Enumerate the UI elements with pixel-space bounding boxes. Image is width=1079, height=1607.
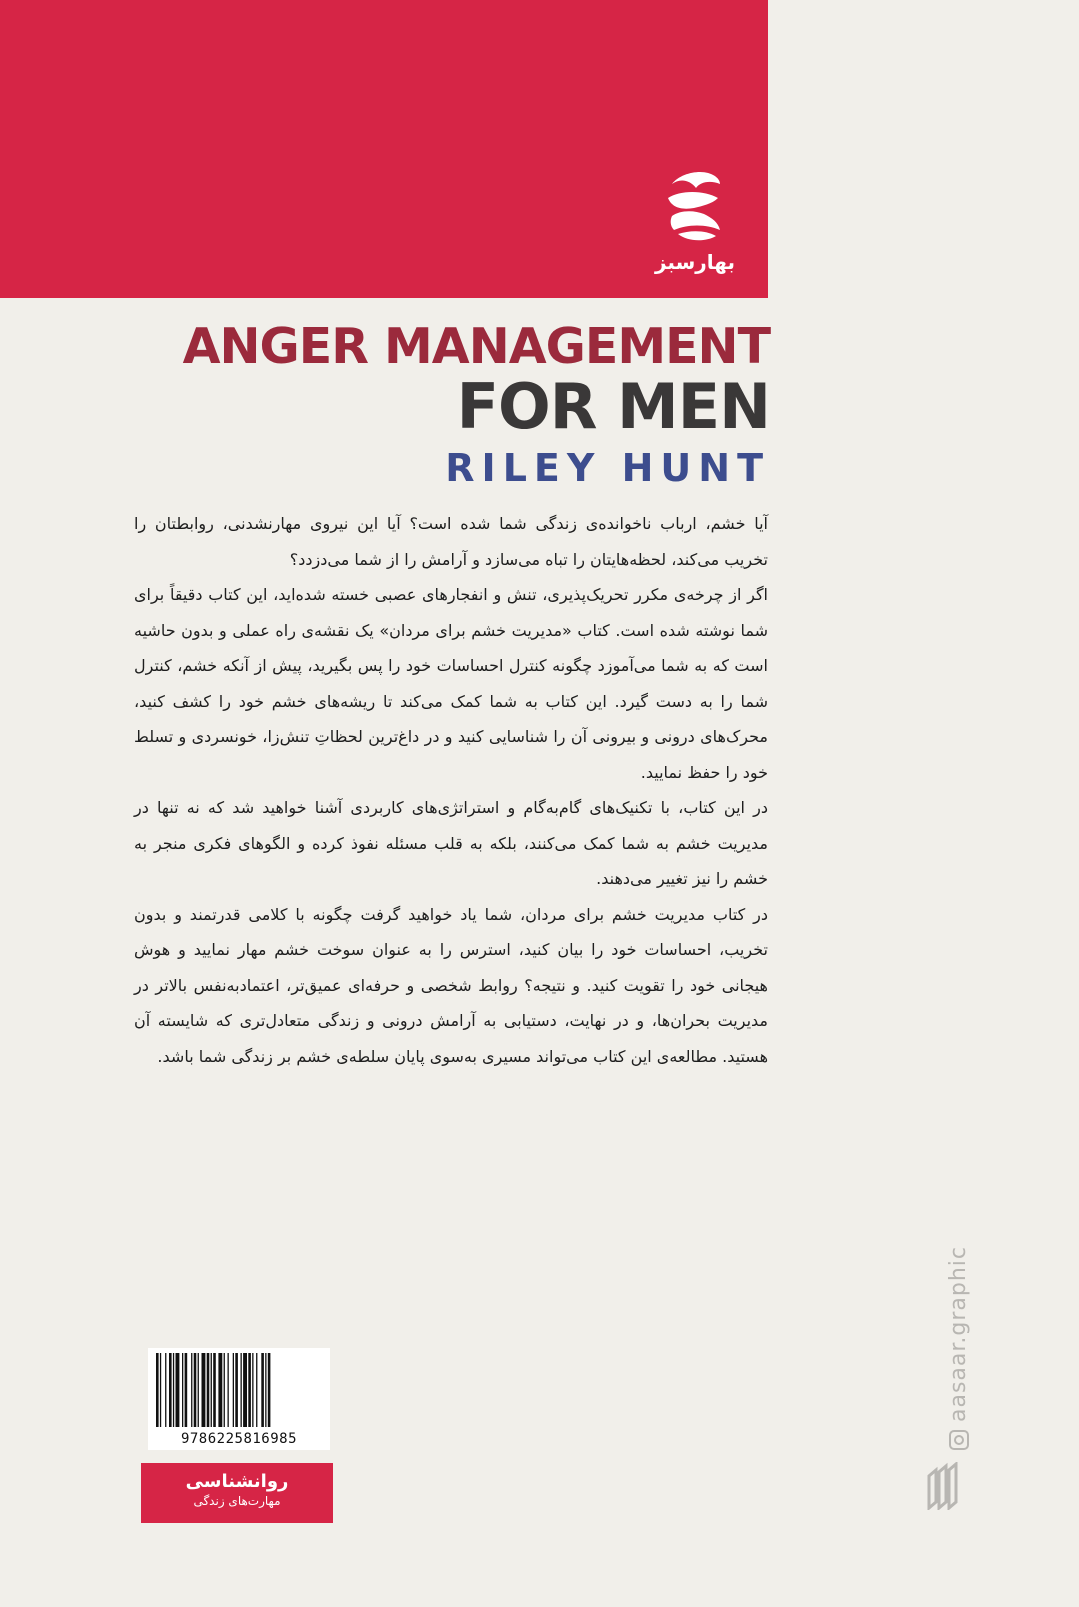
barcode-bar (182, 1353, 183, 1427)
category-badge (141, 1463, 333, 1523)
blurb-paragraph: در این کتاب، با تکنیک‌های گام‌به‌گام و استراتژی‌های کاربردی آشنا خواهید شد که نه تنها در مدیریت خشم به شما کمک می‌کنند، بلکه به قلب مسئله نفوذ کرده و الگوهای فکری منجر به خشم را نیز تغییر می‌دهند. (134, 798, 768, 888)
barcode-bar (211, 1353, 212, 1427)
barcode-bar (233, 1353, 234, 1427)
category-main: روانشناسی (185, 1471, 289, 1492)
barcode-bar (202, 1353, 206, 1427)
instagram-icon (949, 1430, 969, 1450)
barcode-bar (235, 1353, 238, 1427)
barcode-bar (268, 1353, 271, 1427)
barcode-bar (261, 1353, 264, 1427)
barcode-bar (265, 1353, 266, 1427)
blurb-paragraph: آیا خشم، ارباب ناخوانده‌ی زندگی شما شده است؟ آیا این نیروی مهارنشدنی، روابطتان را تخریب می‌کند، لحظه‌هایتان را تباه می‌سازد و آرامش را از شما می‌دزدد؟ (134, 514, 768, 569)
publisher-name: بهارسبز (654, 250, 735, 274)
category-sub: مهارت‌های زندگی (193, 1494, 281, 1508)
publisher-logo-icon (660, 168, 730, 248)
barcode-bars (154, 1353, 324, 1427)
barcode-bar (256, 1353, 257, 1427)
barcode-bar (213, 1353, 216, 1427)
book-title-line2: FOR MEN (456, 370, 770, 443)
blurb-paragraph: اگر از چرخه‌ی مکرر تحریک‌پذیری، تنش و انفجارهای عصبی خسته شده‌اید، این کتاب دقیقاً برای شما نوشته شده است. کتاب «مدیریت خشم برای مردان» یک نقشه‌ی راه عملی و بدون حاشیه است که به شما می‌آموزد چگونه کنترل احساسات خود را پس بگیرید، پیش از آنکه خشم، کنترل شما را به دست گیرد. این کتاب به شما کمک می‌کند تا ریشه‌های خشم خود را کشف کنید، محرک‌های درونی و بیرونی آن را شناسایی کنید و در داغ‌ترین لحظاتِ تنش‌زا، خونسردی و تسلط خود را حفظ نمایید. (134, 585, 768, 782)
blurb (134, 506, 768, 1074)
barcode-bar (160, 1353, 161, 1427)
barcode-bar (228, 1353, 229, 1427)
designer-mark-icon (926, 1462, 960, 1510)
barcode-bar (198, 1353, 199, 1427)
barcode-bar (176, 1353, 180, 1427)
publisher-logo (655, 168, 735, 278)
barcode-bar (156, 1353, 159, 1427)
barcode-bar (194, 1353, 197, 1427)
barcode-bar (169, 1353, 172, 1427)
barcode-bar (207, 1353, 210, 1427)
book-title-line1: ANGER MANAGEMENT (182, 318, 770, 375)
barcode-bar (185, 1353, 188, 1427)
barcode-bar (241, 1353, 242, 1427)
barcode-bar (165, 1353, 166, 1427)
barcode-bar (243, 1353, 247, 1427)
barcode-bar (191, 1353, 192, 1427)
designer-watermark (946, 1246, 971, 1450)
red-header-band (0, 0, 768, 298)
barcode-bar (248, 1353, 251, 1427)
watermark-text: aasaar.graphic (946, 1245, 971, 1422)
blurb-paragraph: در کتاب مدیریت خشم برای مردان، شما یاد خواهید گرفت چگونه با کلامی قدرتمند و بدون تخریب، احساسات خود را بیان کنید، استرس را به عنوان سوخت خشم مهار نمایید و هوش هیجانی خود را تقویت کنید. و نتیجه؟ روابط شخصی و حرفه‌ای عمیق‌تر، اعتمادبه‌نفس بالاتر در مدیریت بحران‌ها، و در نهایت، دستیابی به آرامش درونی و زندگی متعادل‌تری که شایسته آن هستید. مطالعه‌ی این کتاب می‌تواند مسیری به‌سوی پایان سلطه‌ی خشم بر زندگی شما باشد. (134, 904, 768, 1066)
barcode (148, 1348, 330, 1450)
barcode-bar (252, 1353, 253, 1427)
book-author: RILEY HUNT (445, 446, 770, 490)
barcode-bar (173, 1353, 174, 1427)
isbn-number: 9786225816985 (180, 1431, 298, 1447)
barcode-bar (224, 1353, 225, 1427)
barcode-bar (218, 1353, 222, 1427)
